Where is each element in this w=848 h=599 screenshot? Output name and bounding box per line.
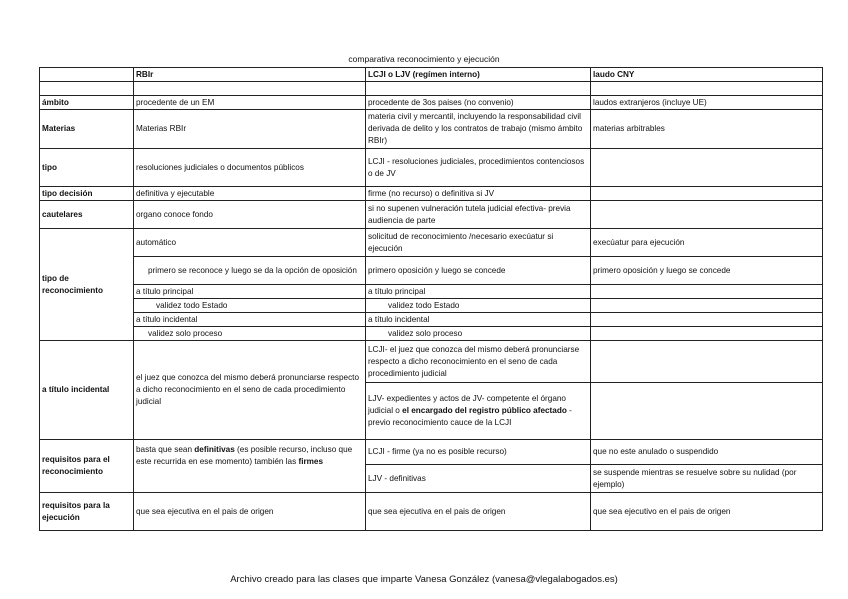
table-row — [40, 257, 823, 285]
table-cell: que sea ejecutivo en el pais de origen — [591, 493, 823, 531]
table-cell: LCJI- el juez que conozca del mismo deberá pronunciarse respecto a dicho reconocimiento en el seno de cada procedimiento judicial — [366, 341, 591, 383]
table-cell: solicitud de reconocimiento /necesario execúatur si ejecución — [366, 229, 591, 257]
table-cell: basta que sean definitivas (es posible recurso, incluso que este recurrida en ese momento) también las firmes — [134, 440, 366, 493]
table-cell — [591, 149, 823, 187]
table-cell — [591, 187, 823, 201]
header-cell-lcji: LCJI o LJV (regímen interno) — [366, 68, 591, 82]
table-cell: se suspende mientras se resuelve sobre su nulidad (por ejemplo) — [591, 465, 823, 493]
table-cell: materias arbitrables — [591, 110, 823, 149]
table-cell — [591, 341, 823, 383]
table-cell: si no supenen vulneración tutela judicial efectiva- previa audiencia de parte — [366, 201, 591, 229]
table-row-tipo-decision — [40, 187, 823, 201]
table-cell — [591, 201, 823, 229]
table-cell: validez todo Estado — [366, 299, 591, 313]
table-cell: validez solo proceso — [366, 327, 591, 341]
row-label: tipo — [40, 149, 134, 187]
table-cell — [591, 299, 823, 313]
table-cell: que no este anulado o suspendido — [591, 440, 823, 465]
table-cell — [591, 383, 823, 440]
table-row-requisitos-ejecucion — [40, 493, 823, 531]
table-row-materias — [40, 110, 823, 149]
row-label: requisitos para el reconocimiento — [40, 440, 134, 493]
table-cell: laudos extranjeros (incluye UE) — [591, 96, 823, 110]
table-cell — [591, 327, 823, 341]
table-cell: a título incidental — [366, 313, 591, 327]
table-row-tipo — [40, 149, 823, 187]
row-label: cautelares — [40, 201, 134, 229]
table-cell: LJV - definitivas — [366, 465, 591, 493]
header-cell-rbir: RBIr — [134, 68, 366, 82]
table-cell: procedente de un EM — [134, 96, 366, 110]
table-cell: validez solo proceso — [134, 327, 366, 341]
spacer-row — [40, 82, 823, 96]
table-cell — [591, 313, 823, 327]
header-cell-laudo: laudo CNY — [591, 68, 823, 82]
table-row-titulo-incidental — [40, 341, 823, 383]
table-cell: el juez que conozca del mismo deberá pronunciarse respecto a dicho reconocimiento en el seno de cada procedimiento judicial — [134, 341, 366, 440]
table-cell: primero se reconoce y luego se da la opción de oposición — [134, 257, 366, 285]
table-cell: definitiva y ejecutable — [134, 187, 366, 201]
row-label: Materias — [40, 110, 134, 149]
table-cell: a título principal — [366, 285, 591, 299]
header-row — [40, 68, 823, 82]
table-cell: organo conoce fondo — [134, 201, 366, 229]
table-row-cautelares — [40, 201, 823, 229]
table-row — [40, 327, 823, 341]
table-row-ambito — [40, 96, 823, 110]
row-label: a título incidental — [40, 341, 134, 440]
table-cell: que sea ejecutiva en el pais de origen — [366, 493, 591, 531]
row-label: ámbito — [40, 96, 134, 110]
table-cell: validez todo Estado — [134, 299, 366, 313]
table-cell: primero oposición y luego se concede — [366, 257, 591, 285]
document-title: comparativa reconocimiento y ejecución — [348, 54, 500, 64]
table-cell: LCJI - firme (ya no es posible recurso) — [366, 440, 591, 465]
table-cell: execúatur para ejecución — [591, 229, 823, 257]
table-row-requisitos-reconocimiento — [40, 440, 823, 465]
table-cell: a título incidental — [134, 313, 366, 327]
table-cell: que sea ejecutiva en el pais de origen — [134, 493, 366, 531]
table-cell: LJV- expedientes y actos de JV- competente el órgano judicial o el encargado del registro público afectado -previo reconocimiento cauce de la LCJI — [366, 383, 591, 440]
table-row-tipo-reconocimiento — [40, 229, 823, 257]
table-row — [40, 285, 823, 299]
header-cell-empty — [40, 68, 134, 82]
comparison-table — [39, 67, 823, 531]
table-cell: primero oposición y luego se concede — [591, 257, 823, 285]
table-row — [40, 299, 823, 313]
row-label: tipo decisión — [40, 187, 134, 201]
table-row — [40, 313, 823, 327]
footer-credit: Archivo creado para las clases que imparte Vanesa González (vanesa@vlegalabogados.es) — [230, 574, 618, 585]
table-cell: resoluciones judiciales o documentos públicos — [134, 149, 366, 187]
table-cell: firme (no recurso) o definitiva si JV — [366, 187, 591, 201]
row-label: tipo de reconocimiento — [40, 229, 134, 341]
table-cell — [591, 285, 823, 299]
table-cell: procedente de 3os paises (no convenio) — [366, 96, 591, 110]
row-label: requisitos para la ejecución — [40, 493, 134, 531]
table-cell: automático — [134, 229, 366, 257]
table-cell: a título principal — [134, 285, 366, 299]
table-cell: Materias RBIr — [134, 110, 366, 149]
table-cell: materia civil y mercantil, incluyendo la responsabilidad civil derivada de delito y los contratos de trabajo (mismo ámbito RBIr) — [366, 110, 591, 149]
table-cell: LCJI - resoluciones judiciales, procedimientos contenciosos o de JV — [366, 149, 591, 187]
